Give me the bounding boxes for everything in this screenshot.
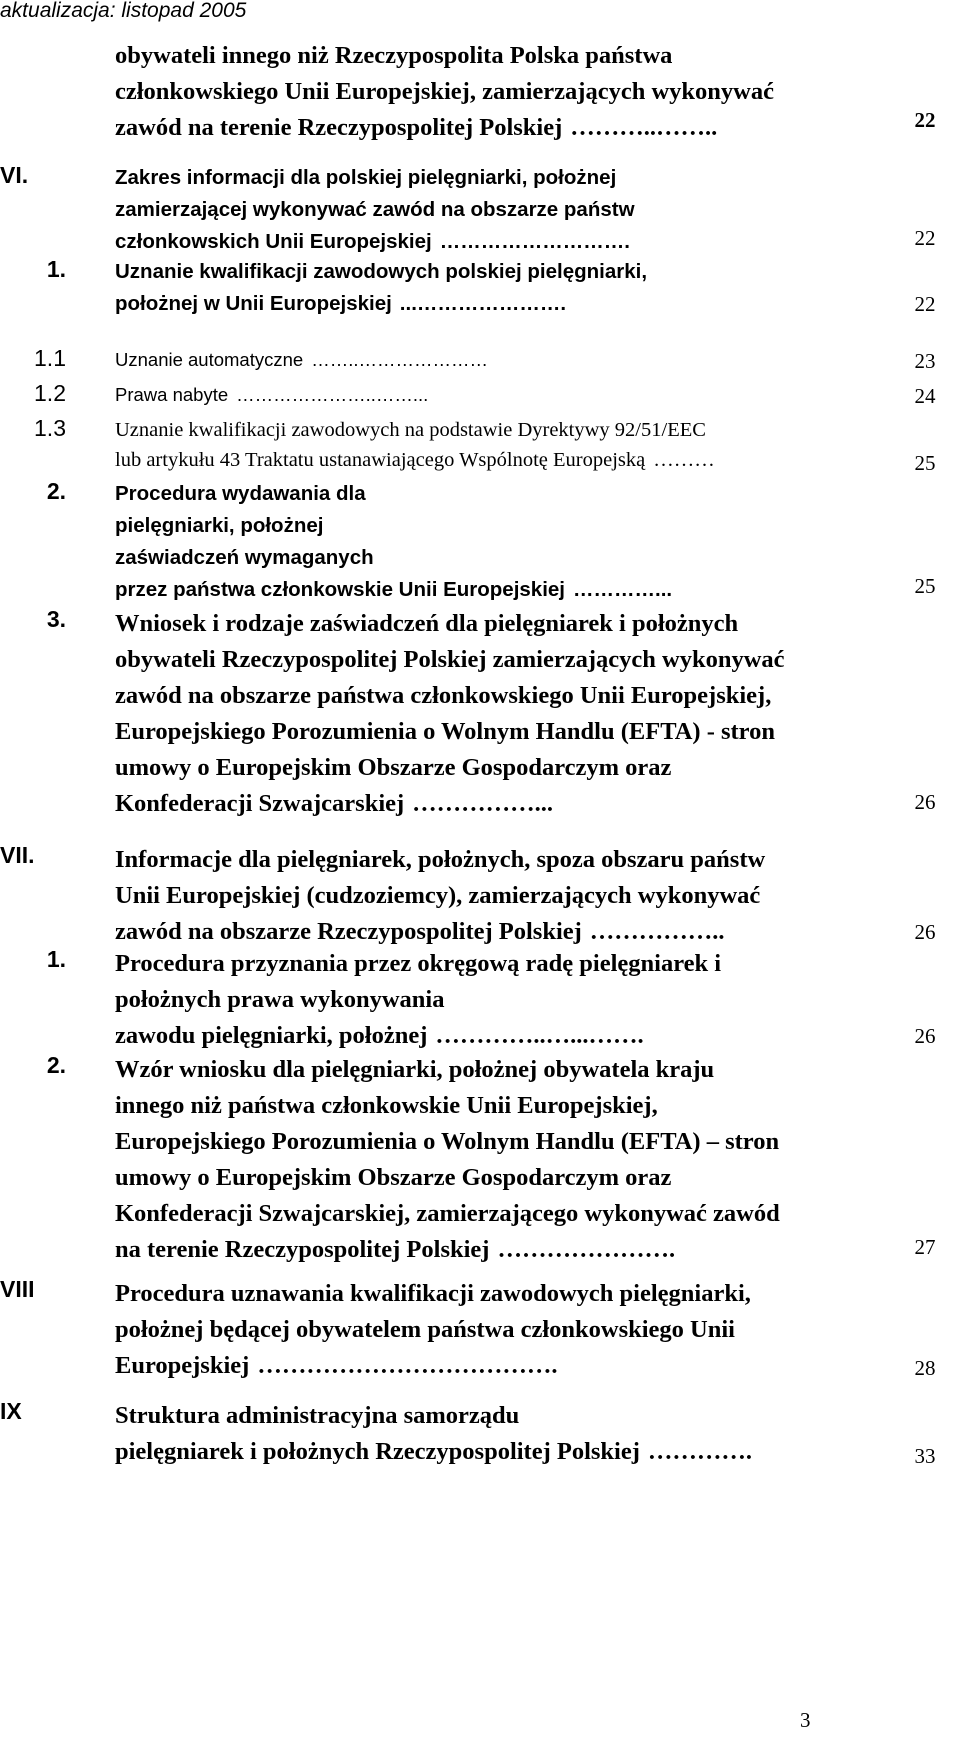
entry-line: położnej w Unii Europejskiej ...………………….: [115, 292, 567, 315]
entry-line: Konfederacji Szwajcarskiej, zamierzającego wykonywać zawód: [115, 1200, 780, 1227]
entry-line: Uznanie kwalifikacji zawodowych polskiej pielęgniarki,: [115, 260, 648, 283]
entry-line: Konfederacji Szwajcarskiej ……………...: [115, 790, 554, 817]
entry-line: Wzór wniosku dla pielęgniarki, położnej obywatela kraju: [115, 1056, 715, 1083]
entry-line: pielęgniarek i położnych Rzeczypospolitej Polskiej ………….: [115, 1438, 753, 1465]
section-number: VIII: [0, 1276, 35, 1302]
entry-line: Prawa nabyte …………………..……...: [115, 384, 429, 405]
entry-text: [115, 38, 875, 146]
page-number: 26: [914, 920, 936, 944]
entry-text: [115, 946, 875, 1054]
entry-line: zawód na obszarze Rzeczypospolitej Polskiej ……………..: [115, 918, 725, 945]
section-number: 1.3: [34, 415, 66, 441]
entry-line: innego niż państwa członkowskie Unii Europejskiej,: [115, 1092, 658, 1119]
entry-line: Struktura administracyjna samorządu: [115, 1402, 520, 1429]
entry-line: na terenie Rzeczypospolitej Polskiej ………………….: [115, 1236, 676, 1263]
entry-text: [115, 162, 875, 258]
entry-text: [115, 1276, 875, 1384]
entry-line: zawód na obszarze państwa członkowskiego Unii Europejskiej,: [115, 682, 772, 709]
leader-dots: ………..……..: [570, 114, 718, 141]
leader-dots: ………: [653, 449, 715, 471]
entry-line: Unii Europejskiej (cudzoziemcy), zamierzających wykonywać: [115, 882, 761, 909]
entry-line: Europejskiego Porozumienia o Wolnym Handlu (EFTA) - stron: [115, 718, 775, 745]
entry-line: zamierzającej wykonywać zawód na obszarze państw: [115, 198, 635, 221]
page-number: 25: [914, 574, 936, 598]
entry-line: Wniosek i rodzaje zaświadczeń dla pielęgniarek i położnych: [115, 610, 739, 637]
entry-line: Europejskiego Porozumienia o Wolnym Handlu (EFTA) – stron: [115, 1128, 780, 1155]
leader-dots: ……………..: [589, 918, 725, 945]
leader-dots: ……………………….: [439, 230, 630, 253]
page-number: 22: [914, 108, 936, 132]
leader-dots: ………………….: [497, 1236, 676, 1263]
entry-line: zaświadczeń wymaganych: [115, 546, 374, 569]
leader-dots: ……………………………….: [257, 1352, 558, 1379]
entry-line: umowy o Europejskim Obszarze Gospodarczym oraz: [115, 754, 672, 781]
entry-line: Uznanie automatyczne ……..…………………: [115, 349, 488, 370]
entry-line: pielęgniarki, położnej: [115, 514, 324, 537]
leader-dots: …………………..……...: [236, 384, 429, 405]
entry-line: umowy o Europejskim Obszarze Gospodarczym oraz: [115, 1164, 672, 1191]
entry-text: [115, 415, 875, 475]
section-number: IX: [0, 1398, 22, 1424]
section-number: 2.: [46, 1052, 66, 1078]
entry-line: Procedura uznawania kwalifikacji zawodowych pielęgniarki,: [115, 1280, 751, 1307]
section-number: 1.2: [34, 380, 66, 406]
entry-line: członkowskich Unii Europejskiej ……………………….: [115, 230, 630, 253]
entry-line: zawód na terenie Rzeczypospolitej Polskiej ………..……..: [115, 114, 718, 141]
leader-dots: ……………...: [412, 790, 554, 817]
page-number: 27: [914, 1235, 936, 1259]
section-number: VI.: [0, 162, 29, 188]
section-number: 3.: [46, 606, 66, 632]
page-number: 25: [914, 451, 936, 475]
entry-line: położnej będącej obywatelem państwa członkowskiego Unii: [115, 1316, 735, 1343]
page-number: 26: [914, 790, 936, 814]
leader-dots: …………..…...…….: [435, 1022, 644, 1049]
entry-line: członkowskiego Unii Europejskiej, zamierzających wykonywać: [115, 78, 774, 105]
document-header: aktualizacja: listopad 2005: [0, 0, 247, 22]
entry-line: Informacje dla pielęgniarek, położnych, spoza obszaru państw: [115, 846, 766, 873]
entry-line: Europejskiej ……………………………….: [115, 1352, 558, 1379]
entry-text: [115, 842, 875, 950]
footer-page-number: 3: [800, 1708, 811, 1732]
section-number: 1.: [46, 256, 66, 282]
entry-line: Zakres informacji dla polskiej pielęgniarki, położnej: [115, 166, 617, 189]
page-number: 24: [914, 384, 936, 408]
section-number: VII.: [0, 842, 35, 868]
entry-line: zawodu pielęgniarki, położnej …………..…...…….: [115, 1022, 644, 1049]
leader-dots: ……..…………………: [311, 349, 488, 370]
entry-line: obywateli Rzeczypospolitej Polskiej zamierzających wykonywać: [115, 646, 785, 673]
entry-text: [115, 256, 875, 320]
entry-text: [115, 478, 875, 606]
leader-dots: …………...: [573, 578, 673, 601]
page-number: 23: [914, 349, 936, 373]
entry-line: przez państwa członkowskie Unii Europejskiej …………...: [115, 578, 673, 601]
entry-text: [115, 1052, 875, 1268]
entry-line: Uznanie kwalifikacji zawodowych na podstawie Dyrektywy 92/51/EEC: [115, 419, 706, 441]
page-number: 22: [914, 226, 936, 250]
entry-line: Procedura przyznania przez okręgową radę pielęgniarek i: [115, 950, 722, 977]
section-number: 1.: [46, 946, 66, 972]
entry-text: [115, 345, 875, 375]
leader-dots: ………….: [647, 1438, 753, 1465]
entry-line: lub artykułu 43 Traktatu ustanawiającego Wspólnotę Europejską ………: [115, 449, 715, 471]
section-number: 1.1: [34, 345, 66, 371]
page-number: 28: [914, 1356, 936, 1380]
page-number: 22: [914, 292, 936, 316]
entry-line: Procedura wydawania dla: [115, 482, 366, 505]
page-number: 33: [914, 1444, 936, 1468]
leader-dots: ...………………….: [399, 292, 567, 315]
page-number: 26: [914, 1024, 936, 1048]
entry-line: obywateli innego niż Rzeczypospolita Polska państwa: [115, 42, 673, 69]
entry-text: [115, 1398, 875, 1470]
entry-line: położnych prawa wykonywania: [115, 986, 445, 1013]
entry-text: [115, 606, 875, 822]
section-number: 2.: [46, 478, 66, 504]
entry-text: [115, 380, 875, 410]
